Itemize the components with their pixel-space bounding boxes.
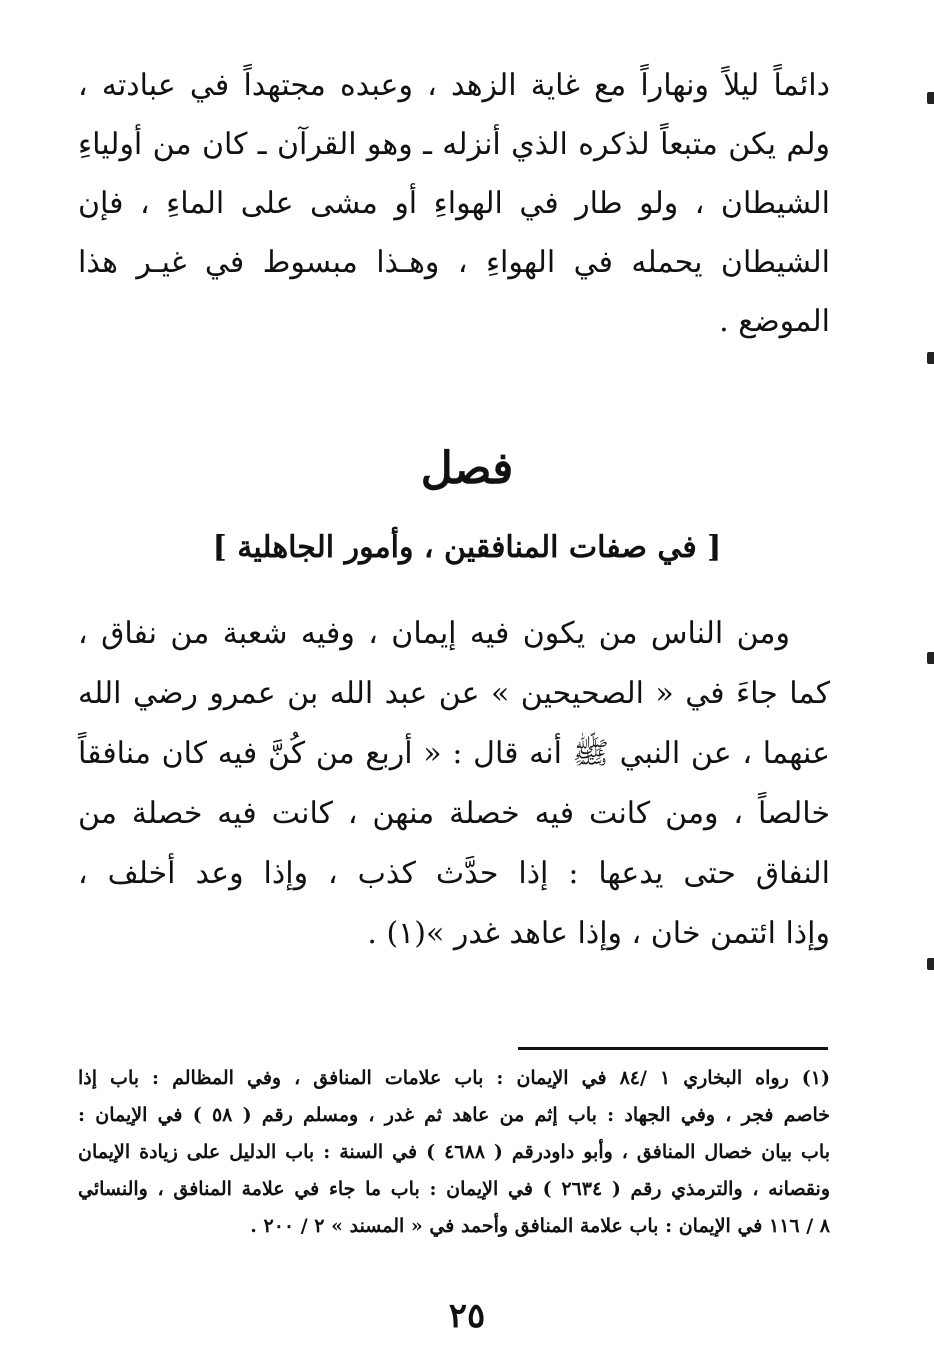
footnote-line: ٨ / ١١٦ في الإيمان : باب علامة المنافق وأحمد في « المسند » ٢ / ٢٠٠ . bbox=[250, 1215, 830, 1237]
section-subtitle: [ في صفات المنافقين ، وأمور الجاهلية ] bbox=[212, 530, 722, 565]
text-line: الشيطان يحمله في الهواءِ ، وهـذا مبسوط في غيـر هذا bbox=[78, 245, 830, 280]
margin-mark bbox=[927, 352, 934, 364]
top-paragraph bbox=[78, 56, 830, 351]
footnote-line: خاصم فجر ، وفي الجهاد : باب إثم من عاهد ثم غدر ، ومسلم رقم ( ٥٨ ) في الإيمان : bbox=[78, 1104, 830, 1126]
margin-mark bbox=[927, 92, 934, 104]
text-line: خالصاً ، ومن كانت فيه خصلة منهن ، كانت فيه خصلة من bbox=[78, 796, 830, 831]
margin-mark bbox=[927, 652, 934, 664]
page-number: ٢٥ bbox=[448, 1296, 486, 1336]
text-line: ومن الناس من يكون فيه إيمان ، وفيه شعبة من نفاق ، bbox=[78, 616, 790, 651]
footnote-line: ونقصانه ، والترمذي رقم ( ٢٦٣٤ ) في الإيمان : باب ما جاء في علامة المنافق ، والنسائي bbox=[78, 1178, 830, 1200]
section-title: فصل bbox=[420, 443, 514, 494]
text-line: الشيطان ، ولو طار في الهواءِ أو مشى على الماءِ ، فإن bbox=[78, 186, 830, 221]
text-line: دائماً ليلاً ونهاراً مع غاية الزهد ، وعبده مجتهداً في عبادته ، bbox=[78, 68, 830, 103]
text-line: ولم يكن متبعاً لذكره الذي أنزله ـ وهو القرآن ـ كان من أولياءِ bbox=[78, 127, 830, 162]
footnotes bbox=[78, 1060, 830, 1245]
footnote-line: باب بيان خصال المنافق ، وأبو داودرقم ( ٤٦٨٨ ) في السنة : باب الدليل على زيادة الإيمان bbox=[78, 1141, 830, 1163]
text-line: وإذا ائتمن خان ، وإذا عاهد غدر »(١) . bbox=[367, 916, 830, 951]
footnote-line: (١) رواه البخاري ١ /٨٤ في الإيمان : باب علامات المنافق ، وفي المظالم : باب إذا bbox=[78, 1067, 830, 1089]
text-line: عنهما ، عن النبي ﷺ أنه قال : « أربع من كُنَّ فيه كان منافقاً bbox=[78, 736, 830, 771]
text-line: كما جاءَ في « الصحيحين » عن عبد الله بن عمرو رضي الله bbox=[78, 676, 830, 711]
text-line: النفاق حتى يدعها : إذا حدَّث كذب ، وإذا وعد أخلف ، bbox=[78, 856, 830, 891]
main-paragraph bbox=[78, 604, 830, 964]
text-line: الموضع . bbox=[719, 304, 830, 339]
margin-mark bbox=[927, 958, 934, 970]
footnote-divider bbox=[518, 1047, 828, 1050]
